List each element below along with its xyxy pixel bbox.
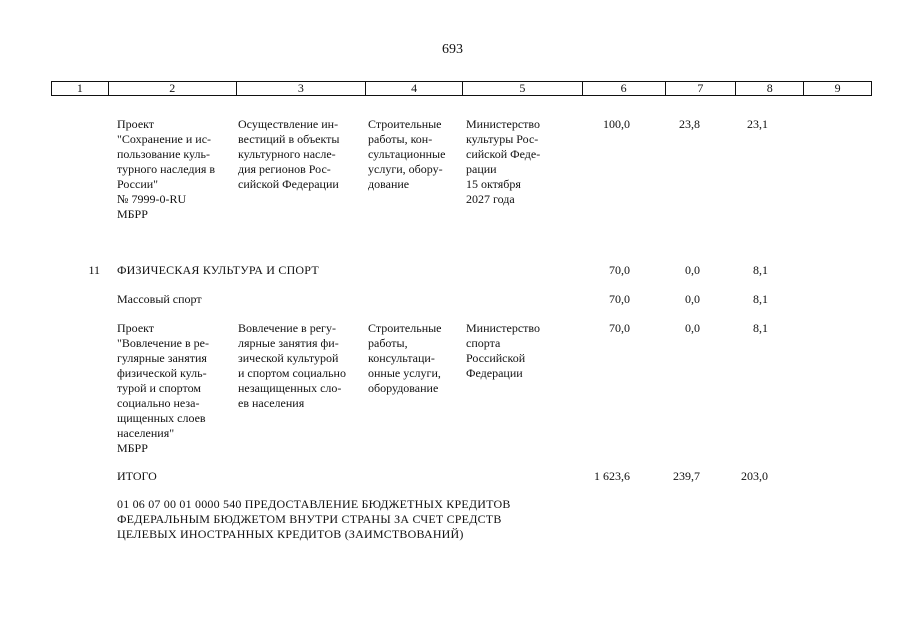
- header-col-5: 5: [463, 82, 583, 95]
- table-header-row: [51, 81, 872, 96]
- header-col-1: 1: [52, 82, 109, 95]
- subsection-col6: 70,0: [609, 292, 630, 306]
- section-col7: 0,0: [685, 263, 700, 277]
- subsection-col8: 8,1: [753, 292, 768, 306]
- page-number: 693: [442, 42, 463, 57]
- header-col-6: 6: [583, 82, 666, 95]
- total-col7: 239,7: [673, 469, 700, 483]
- project1-col7: 23,8: [679, 117, 700, 131]
- section-number: [60, 263, 100, 278]
- project1-name: Проект "Сохранение и ис- пользование куль- турного наследия в России" № 7999-0-RU МБРР: [117, 117, 216, 221]
- subsection-title: Массовый спорт: [117, 292, 202, 306]
- project1-works: Строительные работы, кон- сультационные услуги, обору- дование: [368, 117, 446, 191]
- project2-col7: 0,0: [685, 321, 700, 335]
- project2-works: Строительные работы, консультаци- онные услуги, оборудование: [368, 321, 442, 395]
- project2-name: Проект "Вовлечение в ре- гулярные занятия физической куль- турой и спортом социально неза- щищенных слоев населения" МБРР: [117, 321, 209, 455]
- budget-code-heading: 01 06 07 00 01 0000 540 ПРЕДОСТАВЛЕНИЕ БЮДЖЕТНЫХ КРЕДИТОВ ФЕДЕРАЛЬНЫМ БЮДЖЕТОМ ВНУТРИ СТРАНЫ ЗА СЧЕТ СРЕДСТВ ЦЕЛЕВЫХ ИНОСТРАННЫХ КРЕДИТОВ (ЗАИМСТВОВАНИЙ): [117, 497, 511, 541]
- project1-purpose: Осуществление ин- вестиций в объекты культурного насле- дия регионов Рос- сийской Федерации: [238, 117, 340, 191]
- section-col6: 70,0: [609, 263, 630, 277]
- total-label: ИТОГО: [117, 469, 157, 483]
- total-col6: 1 623,6: [594, 469, 630, 483]
- header-col-2: 2: [109, 82, 237, 95]
- header-col-4: 4: [366, 82, 463, 95]
- header-col-9: 9: [834, 81, 841, 95]
- header-col-8: 8: [736, 82, 804, 95]
- project2-agency: Министерство спорта Российской Федерации: [466, 321, 540, 380]
- project2-purpose: Вовлечение в регу- лярные занятия фи- зической культурой и спортом социально незащищенных сло- ев населения: [238, 321, 346, 410]
- header-col-3: 3: [237, 82, 367, 95]
- section-number-text: 11: [88, 263, 100, 277]
- section-col8: 8,1: [753, 263, 768, 277]
- project2-col6: 70,0: [609, 321, 630, 335]
- project1-col6: 100,0: [603, 117, 630, 131]
- project2-col8: 8,1: [753, 321, 768, 335]
- total-col8: 203,0: [741, 469, 768, 483]
- project1-agency: Министерство культуры Рос- сийской Феде- рации 15 октября 2027 года: [466, 117, 541, 206]
- project1-col8: 23,1: [747, 117, 768, 131]
- subsection-col7: 0,0: [685, 292, 700, 306]
- header-col-7: 7: [666, 82, 737, 95]
- section-title: ФИЗИЧЕСКАЯ КУЛЬТУРА И СПОРТ: [117, 263, 319, 277]
